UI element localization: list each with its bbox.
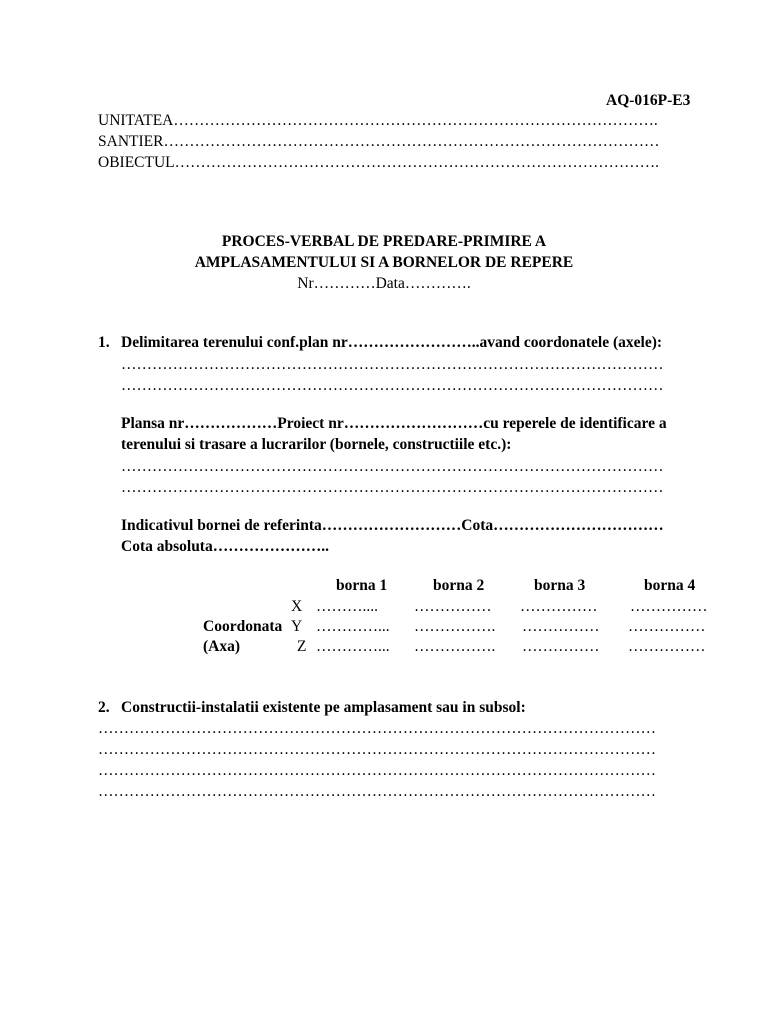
coordinate-cell: …………… <box>630 598 708 615</box>
coordinate-cell: …………… <box>522 618 600 635</box>
section2-number: 2. <box>98 699 110 716</box>
axis-z-label: Z <box>297 638 307 655</box>
axa-label: (Axa) <box>203 638 241 655</box>
coordinate-cell: …………… <box>520 598 598 615</box>
axis-x-label: X <box>291 598 303 615</box>
section1-dots-line: …………………………………………………………………………………………… <box>121 377 664 394</box>
cota-absoluta-line: Cota absoluta………………….. <box>121 538 329 555</box>
document-code: AQ-016P-E3 <box>606 92 691 109</box>
coordinate-cell: ……….... <box>316 598 378 615</box>
document-number-date: Nr…………Data…………. <box>297 275 471 292</box>
obiectul-field: OBIECTUL…………………………………………………………………………………. <box>98 154 660 171</box>
section2-dots-line: ……………………………………………………………………………………………… <box>98 783 656 800</box>
document-title-line1: PROCES-VERBAL DE PREDARE-PRIMIRE A <box>221 233 547 250</box>
section2-heading: Constructii-instalatii existente pe amplasament sau in subsol: <box>121 699 526 716</box>
coordinate-cell: …………… <box>522 638 600 655</box>
section2-dots-line: ……………………………………………………………………………………………… <box>98 741 656 758</box>
borna-header: borna 1 <box>336 577 388 594</box>
indicativ-borna-line: Indicativul bornei de referinta………………………Cota…………………………… <box>121 517 664 534</box>
section2-dots-line: ……………………………………………………………………………………………… <box>98 762 656 779</box>
plansa-line: terenului si trasare a lucrarilor (bornele, constructiile etc.): <box>121 436 512 453</box>
coordinate-cell: …………… <box>414 598 492 615</box>
unitatea-field: UNITATEA…………………………………………………………………………………. <box>98 112 658 129</box>
coordinate-cell: …………... <box>316 638 390 655</box>
coordinate-cell: ……………. <box>414 618 496 635</box>
coordonata-label: Coordonata <box>203 618 283 635</box>
santier-field: SANTIER…………………………………………………………………………………… <box>98 133 660 150</box>
section1-dots-line: …………………………………………………………………………………………… <box>121 356 664 373</box>
section1-number: 1. <box>98 334 110 351</box>
plansa-dots-line: …………………………………………………………………………………………… <box>121 458 664 475</box>
plansa-dots-line: …………………………………………………………………………………………… <box>121 479 664 496</box>
coordinate-cell: …………… <box>628 638 706 655</box>
borna-header: borna 4 <box>644 577 696 594</box>
section1-heading: Delimitarea terenului conf.plan nr……………………..avand coordonatele (axele): <box>121 334 663 351</box>
coordinate-cell: …………... <box>316 618 390 635</box>
section2-dots-line: ……………………………………………………………………………………………… <box>98 720 656 737</box>
axis-y-label: Y <box>291 618 303 635</box>
borna-header: borna 3 <box>534 577 586 594</box>
coordinate-cell: …………… <box>628 618 706 635</box>
plansa-line: Plansa nr………………Proiect nr………………………cu reperele de identificare a <box>121 415 667 432</box>
document-title-line2: AMPLASAMENTULUI SI A BORNELOR DE REPERE <box>194 254 574 271</box>
coordinate-cell: ……………. <box>414 638 496 655</box>
borna-header: borna 2 <box>433 577 485 594</box>
